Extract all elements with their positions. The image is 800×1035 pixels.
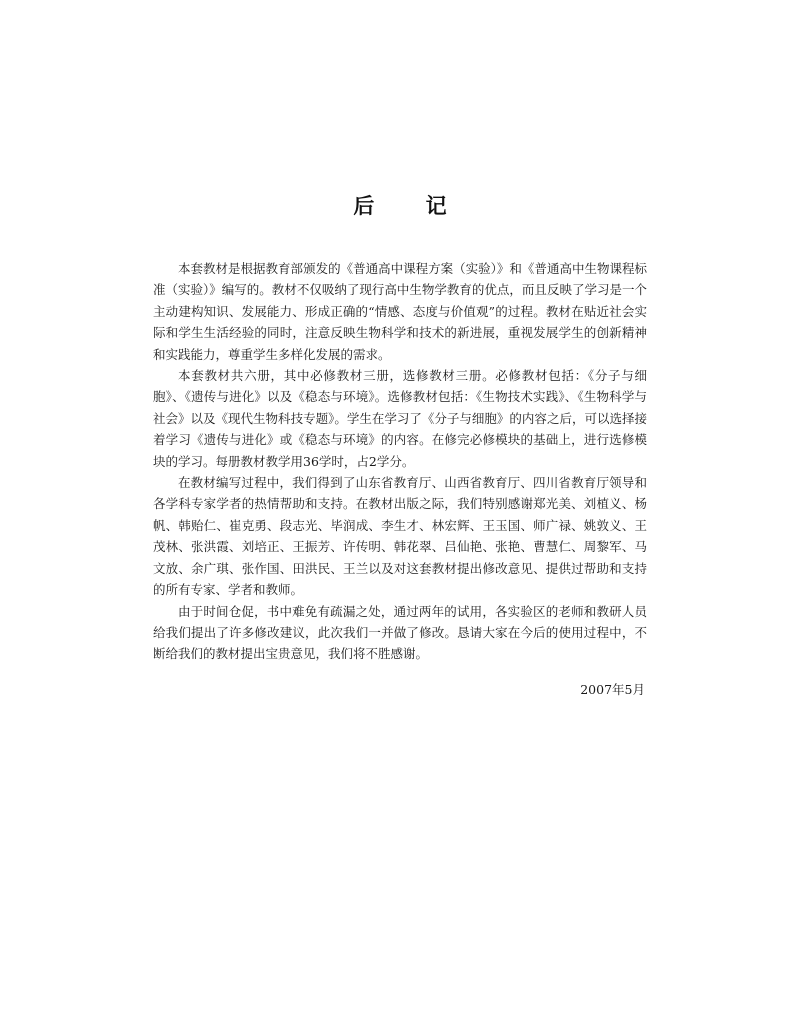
paragraph-acknowledgements: 在教材编写过程中，我们得到了山东省教育厅、山西省教育厅、四川省教育厅领导和各学科专家学者的热情帮助和支持。在教材出版之际，我们特别感谢郑光美、刘植义、杨帆、韩贻仁、崔克勇、段志光、毕润成、李生才、林宏辉、王玉国、师广禄、姚敦义、王茂林、张洪霞、刘培正、王振芳、许传明、韩花翠、吕仙艳、张艳、曹慧仁、周黎军、马文放、余广琪、张作国、田洪民、王兰以及对这套教材提出修改意见、提供过帮助和支持的所有专家、学者和教师。	[153, 475, 647, 598]
page-title: 后 记	[353, 194, 469, 218]
paragraph-curriculum-basis: 本套教材是根据教育部颁发的《普通高中课程方案（实验）》和《普通高中生物课程标准（实验）》编写的。教材不仅吸纳了现行高中生物学教育的优点，而且反映了学习是一个主动建构知识、发展能力、形成正确的“情感、态度与价值观”的过程。教材在贴近社会实际和学生生活经验的同时，注意反映生物科学和技术的新进展，重视发展学生的创新精神和实践能力，尊重学生多样化发展的需求。	[153, 261, 647, 362]
date-signature: 2007年5月	[580, 682, 645, 697]
paragraph-volume-structure: 本套教材共六册，其中必修教材三册，选修教材三册。必修教材包括：《分子与细胞》、《遗传与进化》以及《稳态与环境》。选修教材包括：《生物技术实践》、《生物科学与社会》以及《现代生物科技专题》。学生在学习了《分子与细胞》的内容之后，可以选择接着学习《遗传与进化》或《稳态与环境》的内容。在修完必修模块的基础上，进行选修模块的学习。每册教材教学用36学时，占2学分。	[153, 368, 647, 469]
afterword-body	[153, 258, 647, 665]
paragraph-feedback-request: 由于时间仓促，书中难免有疏漏之处，通过两年的试用，各实验区的老师和教研人员给我们提出了许多修改建议，此次我们一并做了修改。恳请大家在今后的使用过程中，不断给我们的教材提出宝贵意见，我们将不胜感谢。	[153, 603, 647, 662]
